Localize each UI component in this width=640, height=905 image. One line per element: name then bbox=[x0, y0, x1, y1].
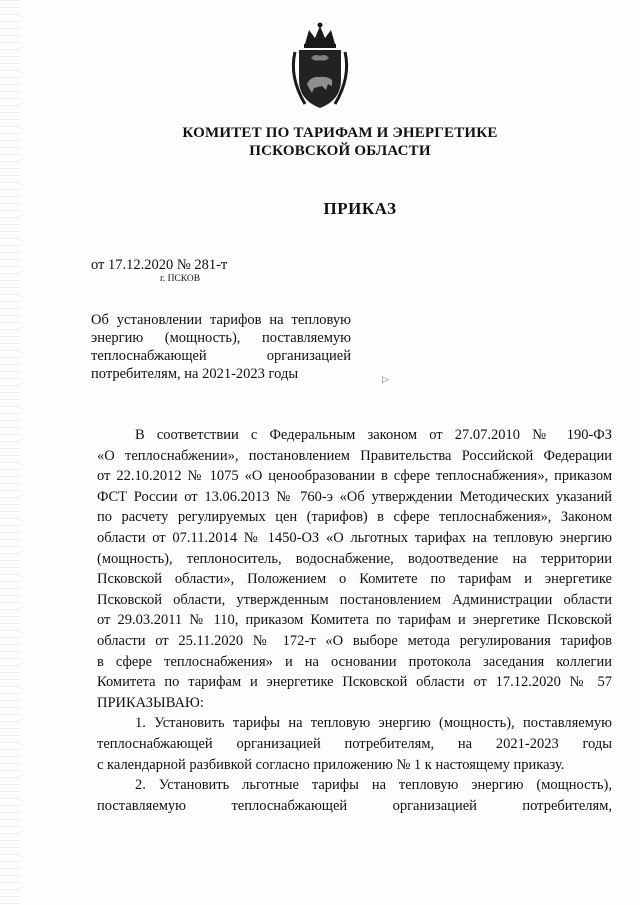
subject-line: Об установлении тарифов на тепловую bbox=[91, 312, 351, 328]
body-line: поставляемую теплоснабжающей организацией потребителям, bbox=[97, 797, 612, 814]
body-line: 1. Установить тарифы на тепловую энергию (мощность), поставляемую bbox=[135, 715, 612, 732]
body-line: области от 25.11.2020 № 172-т «О выборе метода регулирования тарифов bbox=[97, 632, 612, 649]
body-line: «О теплоснабжении», постановлением Правительства Российской Федерации bbox=[97, 447, 612, 464]
body-line: Псковской области, утвержденным постановлением Администрации области bbox=[97, 591, 612, 608]
body-line: Комитета по тарифам и энергетике Псковской области от 17.12.2020 № 57 bbox=[97, 674, 612, 691]
subject-line: энергию (мощность), поставляемую bbox=[91, 330, 351, 346]
org-name-line-2: ПСКОВСКОЙ ОБЛАСТИ bbox=[249, 143, 431, 159]
body-line: В соответствии с Федеральным законом от 27.07.2010 № 190-ФЗ bbox=[135, 427, 612, 443]
body-line: ПРИКАЗЫВАЮ: bbox=[97, 694, 204, 711]
body-line: в сфере теплоснабжения» и на основании протокола заседания коллегии bbox=[97, 653, 612, 670]
org-name-line-1: КОМИТЕТ ПО ТАРИФАМ И ЭНЕРГЕТИКЕ bbox=[182, 125, 498, 141]
pskov-coat-of-arms-icon bbox=[285, 22, 355, 112]
subject-line: потребителям, на 2021-2023 годы bbox=[91, 366, 299, 382]
body-line: от 29.03.2011 № 110, приказом Комитета по тарифам и энергетике Псковской bbox=[97, 612, 612, 629]
body-line: по расчету регулируемых цен (тарифов) в сфере теплоснабжения», Законом bbox=[97, 509, 612, 526]
subject-line: теплоснабжающей организацией bbox=[91, 348, 351, 364]
body-line: от 22.10.2012 № 1075 «О ценообразовании в сфере теплоснабжения», приказом bbox=[97, 468, 612, 485]
body-line: 2. Установить льготные тарифы на тепловую энергию (мощность), bbox=[135, 777, 612, 794]
body-line: ФСТ России от 13.06.2013 № 760-э «Об утверждении Методических указаний bbox=[97, 488, 612, 505]
scan-edge-artifact bbox=[0, 0, 20, 905]
body-line: теплоснабжающей организацией потребителям, на 2021-2023 годы bbox=[97, 735, 612, 752]
body-line: Псковской области», Положением о Комитете по тарифам и энергетике bbox=[97, 571, 612, 588]
document-title: ПРИКАЗ bbox=[323, 199, 397, 218]
document-subject bbox=[91, 311, 351, 383]
body-line: (мощность), теплоноситель, водоснабжение, водоотведение на территории bbox=[97, 550, 612, 567]
stray-mark: ▷ bbox=[382, 374, 389, 384]
city-label: г. ПСКОВ bbox=[160, 274, 201, 284]
body-line: с календарной разбивкой согласно приложению № 1 к настоящему приказу. bbox=[97, 756, 565, 773]
body-line: области от 07.11.2014 № 1450-ОЗ «О льготных тарифах на тепловую энергию bbox=[97, 529, 612, 546]
document-body bbox=[97, 425, 612, 816]
date-number: от 17.12.2020 № 281-т bbox=[91, 257, 228, 273]
